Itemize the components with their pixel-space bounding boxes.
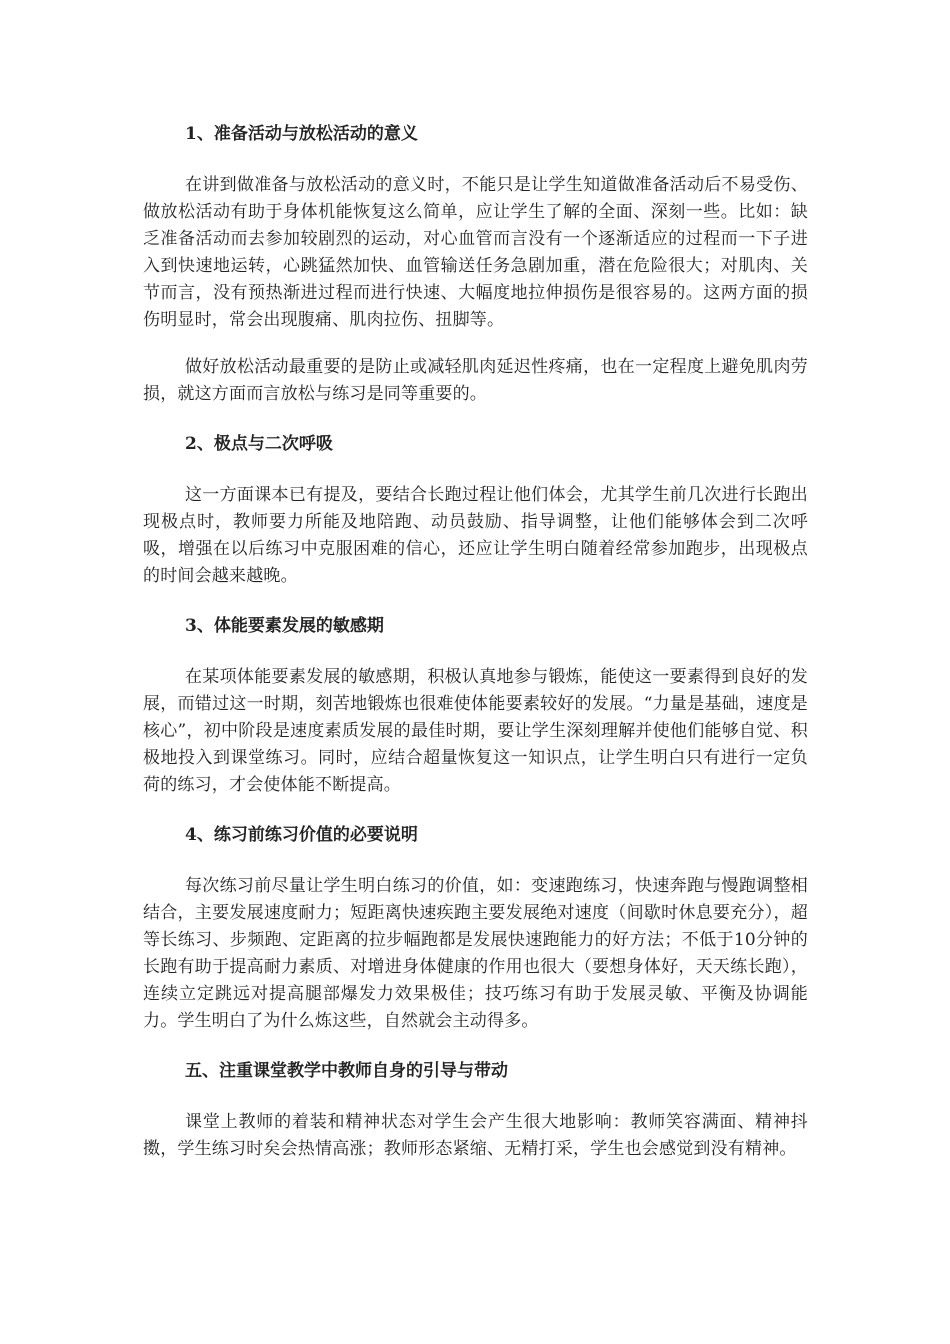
section-1-paragraph-1: 在讲到做准备与放松活动的意义时，不能只是让学生知道做准备活动后不易受伤、做放松活动有助于身体机能恢复这么简单，应让学生了解的全面、深刻一些。比如：缺乏准备活动而去参加较剧烈的运动，对心血管而言没有一个逐渐适应的过程而一下子进入到快速地运转，心跳猛然加快、血管输送任务急剧加重，潜在危险很大；对肌肉、关节而言，没有预热渐进过程而进行快速、大幅度地拉伸损伤是很容易的。这两方面的损伤明显时，常会出现腹痛、肌肉拉伤、扭脚等。 — [143, 175, 808, 330]
document-page — [143, 118, 808, 1163]
section-4-paragraph-1: 每次练习前尽量让学生明白练习的价值，如：变速跑练习，快速奔跑与慢跑调整相结合，主要发展速度耐力；短距离快速疾跑主要发展绝对速度（间歇时休息要充分），超等长练习、步频跑、定距离的拉步幅跑都是发展快速跑能力的好方法；不低于10分钟的长跑有助于提高耐力素质、对增进身体健康的作用也很大（要想身体好，天天练长跑），连续立定跳远对提高腿部爆发力效果极佳；技巧练习有助于发展灵敏、平衡及协调能力。学生明白了为什么炼这些，自然就会主动得多。 — [143, 876, 808, 1031]
section-heading-1: 1、准备活动与放松活动的意义 — [185, 124, 418, 144]
section-1-paragraph-2: 做好放松活动最重要的是防止或减轻肌肉延迟性疼痛，也在一定程度上避免肌肉劳损，就这方面而言放松与练习是同等重要的。 — [143, 357, 808, 404]
section-heading-5: 五、注重课堂教学中教师自身的引导与带动 — [185, 1061, 508, 1081]
section-3-paragraph-1: 在某项体能要素发展的敏感期，积极认真地参与锻炼，能使这一要素得到良好的发展，而错过这一时期，刻苦地锻炼也很难使体能要素较好的发展。“力量是基础，速度是核心”，初中阶段是速度素质发展的最佳时期，要让学生深刻理解并使他们能够自觉、积极地投入到课堂练习。同时，应结合超量恢复这一知识点，让学生明白只有进行一定负荷的练习，才会使体能不断提高。 — [143, 667, 808, 795]
section-heading-2: 2、极点与二次呼吸 — [185, 434, 333, 454]
section-5-paragraph-1: 课堂上教师的着装和精神状态对学生会产生很大地影响：教师笑容满面、精神抖擞，学生练习时矣会热情高涨；教师形态紧缩、无精打采，学生也会感觉到没有精神。 — [143, 1112, 808, 1159]
section-heading-4: 4、练习前练习价值的必要说明 — [185, 825, 418, 845]
section-2-paragraph-1: 这一方面课本已有提及，要结合长跑过程让他们体会，尤其学生前几次进行长跑出现极点时，教师要力所能及地陪跑、动员鼓励、指导调整，让他们能够体会到二次呼吸，增强在以后练习中克服困难的信心，还应让学生明白随着经常参加跑步，出现极点的时间会越来越晚。 — [143, 485, 808, 586]
section-heading-3: 3、体能要素发展的敏感期 — [185, 616, 384, 636]
